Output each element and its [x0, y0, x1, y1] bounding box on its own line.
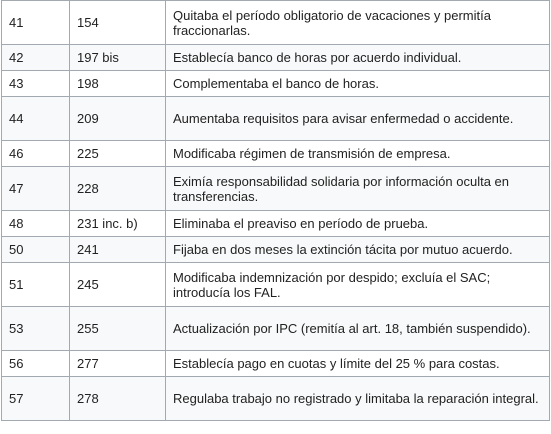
table-row [2, 1, 550, 45]
article-description: Actualización por IPC (remitía al art. 18, también suspendido). [166, 307, 550, 351]
article-number: 198 [70, 71, 166, 97]
article-description: Quitaba el período obligatorio de vacaciones y permitía fraccionarlas. [166, 1, 550, 45]
article-description: Modificaba régimen de transmisión de empresa. [166, 141, 550, 167]
article-number: 209 [70, 97, 166, 141]
table-row [2, 141, 550, 167]
table-row [2, 237, 550, 263]
table-row [2, 167, 550, 211]
row-number: 47 [2, 167, 70, 211]
article-description: Establecía pago en cuotas y límite del 25 % para costas. [166, 351, 550, 377]
row-number: 42 [2, 45, 70, 71]
article-description: Regulaba trabajo no registrado y limitaba la reparación integral. [166, 377, 550, 421]
article-number: 278 [70, 377, 166, 421]
article-description: Aumentaba requisitos para avisar enfermedad o accidente. [166, 97, 550, 141]
row-number: 56 [2, 351, 70, 377]
table-row [2, 377, 550, 421]
article-description: Complementaba el banco de horas. [166, 71, 550, 97]
article-number: 197 bis [70, 45, 166, 71]
row-number: 43 [2, 71, 70, 97]
article-description: Establecía banco de horas por acuerdo individual. [166, 45, 550, 71]
article-number: 228 [70, 167, 166, 211]
article-number: 225 [70, 141, 166, 167]
row-number: 44 [2, 97, 70, 141]
row-number: 48 [2, 211, 70, 237]
article-number: 245 [70, 263, 166, 307]
row-number: 51 [2, 263, 70, 307]
article-description: Fijaba en dos meses la extinción tácita por mutuo acuerdo. [166, 237, 550, 263]
row-number: 41 [2, 1, 70, 45]
row-number: 46 [2, 141, 70, 167]
table-row [2, 263, 550, 307]
row-number: 57 [2, 377, 70, 421]
row-number: 50 [2, 237, 70, 263]
table-row [2, 45, 550, 71]
article-number: 231 inc. b) [70, 211, 166, 237]
table-row [2, 307, 550, 351]
article-number: 154 [70, 1, 166, 45]
table-row [2, 97, 550, 141]
article-description: Eximía responsabilidad solidaria por información oculta en transferencias. [166, 167, 550, 211]
table-row [2, 351, 550, 377]
article-number: 255 [70, 307, 166, 351]
table-row [2, 211, 550, 237]
article-number: 241 [70, 237, 166, 263]
article-number: 277 [70, 351, 166, 377]
articles-table [1, 0, 550, 421]
row-number: 53 [2, 307, 70, 351]
article-description: Eliminaba el preaviso en período de prueba. [166, 211, 550, 237]
article-description: Modificaba indemnización por despido; excluía el SAC; introducía los FAL. [166, 263, 550, 307]
table-row [2, 71, 550, 97]
